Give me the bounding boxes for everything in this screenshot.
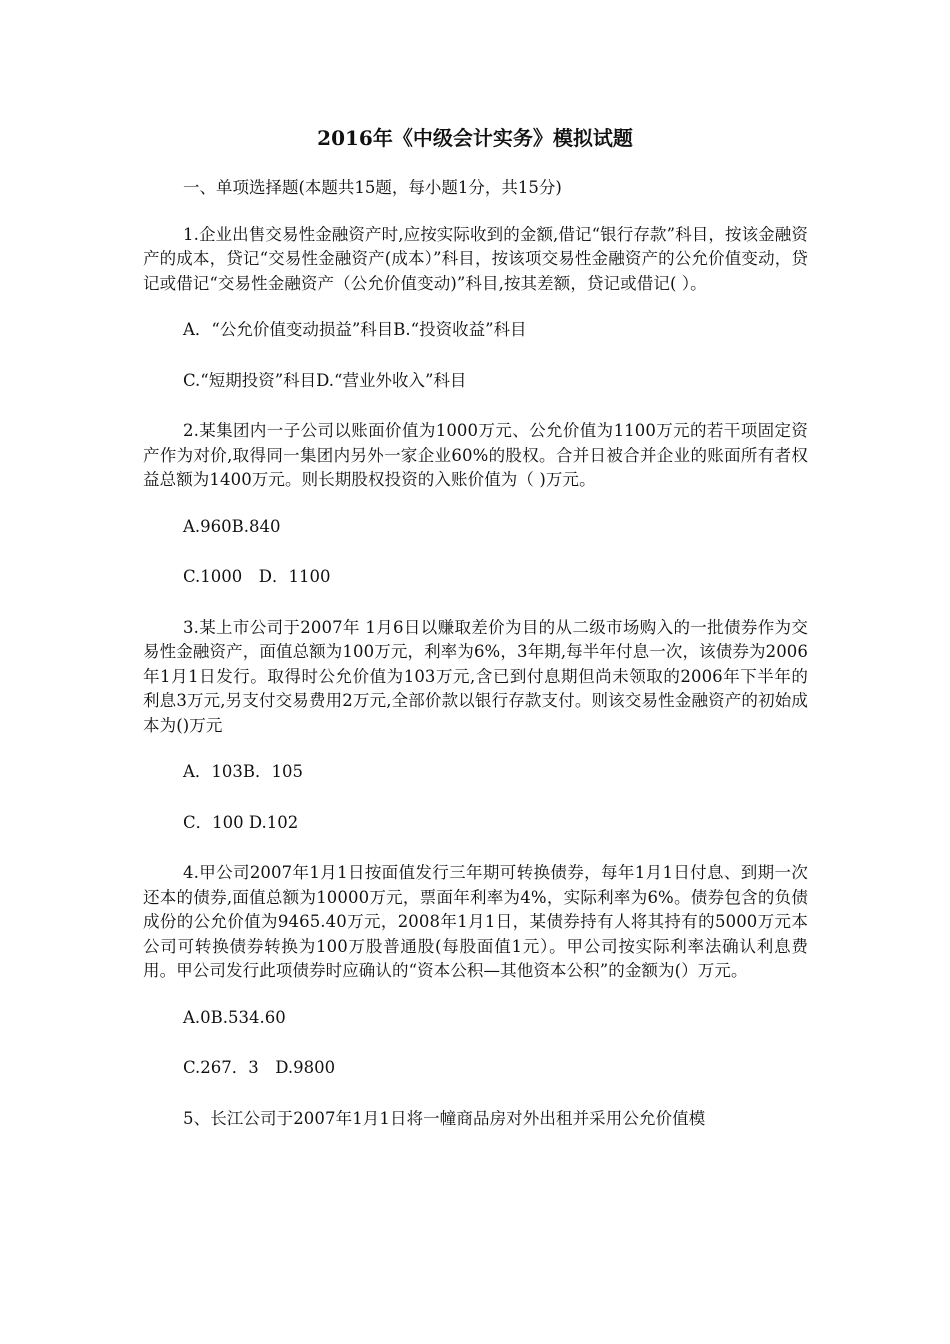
question-3-stem: 3.某上市公司于2007年 1月6日以赚取差价为目的从二级市场购入的一批债券作为交易性金融资产，面值总额为100万元，利率为6%，3年期,每半年付息一次，该债券为2006年1月1日发行。取得时公允价值为103万元,含已到付息期但尚未领取的2006年下半年的利息3万元,另支付交易费用2万元,全部价款以银行存款支付。则该交易性金融资产的初始成本为()万元 [143, 617, 808, 735]
document-body [143, 176, 808, 1131]
question-1-options-ab: A．“公允价值变动损益”科目B.“投资收益”科目 [183, 320, 527, 339]
question-4-stem: 4.甲公司2007年1月1日按面值发行三年期可转换债券，每年1月1日付息、到期一次还本的债券,面值总额为10000万元，票面年利率为4%，实际利率为6%。债券包含的负债成份的公允价值为9465.40万元，2008年1月1日，某债券持有人将其持有的5000万元本公司可转换债券转换为100万股普通股(每股面值1元）。甲公司按实际利率法确认利息费用。甲公司发行此项债券时应确认的“资本公积—其他资本公积”的金额为(）万元。 [143, 863, 808, 980]
question-2-stem: 2.某集团内一子公司以账面价值为1000万元、公允价值为1100万元的若干项固定资产作为对价,取得同一集团内另外一家企业60%的股权。合并日被合并企业的账面所有者权益总额为1400万元。则长期股权投资的入账价值为（ )万元。 [143, 421, 808, 489]
question-3-options-ab: A．103B．105 [183, 762, 304, 781]
question-4-options-ab: A.0B.534.60 [183, 1007, 286, 1027]
question-3-options-cd: C．100 D.102 [183, 812, 299, 832]
section-heading: 一、单项选择题(本题共15题，每小题1分，共15分) [183, 178, 562, 197]
question-4-options-cd: C.267．3 D.9800 [183, 1058, 336, 1077]
question-1-stem: 1.企业出售交易性金融资产时,应按实际收到的金额,借记“银行存款”科目，按该金融资产的成本，贷记“交易性金融资产(成本）”科目，按该项交易性金融资产的公允价值变动，贷记或借记“交易性金融资产（公允价值变动)”科目,按其差额，贷记或借记( ）。 [143, 224, 808, 293]
document-title: 2016年《中级会计实务》模拟试题 [317, 126, 633, 150]
question-1-options-cd: C.“短期投资”科目D.“营业外收入”科目 [183, 370, 467, 390]
question-2-options-ab: A.960B.840 [183, 516, 281, 536]
question-2-options-cd: C.1000 D．1100 [183, 567, 331, 586]
question-5-stem: 5、长江公司于2007年1月1日将一幢商品房对外出租并采用公允价值模 [183, 1108, 706, 1128]
